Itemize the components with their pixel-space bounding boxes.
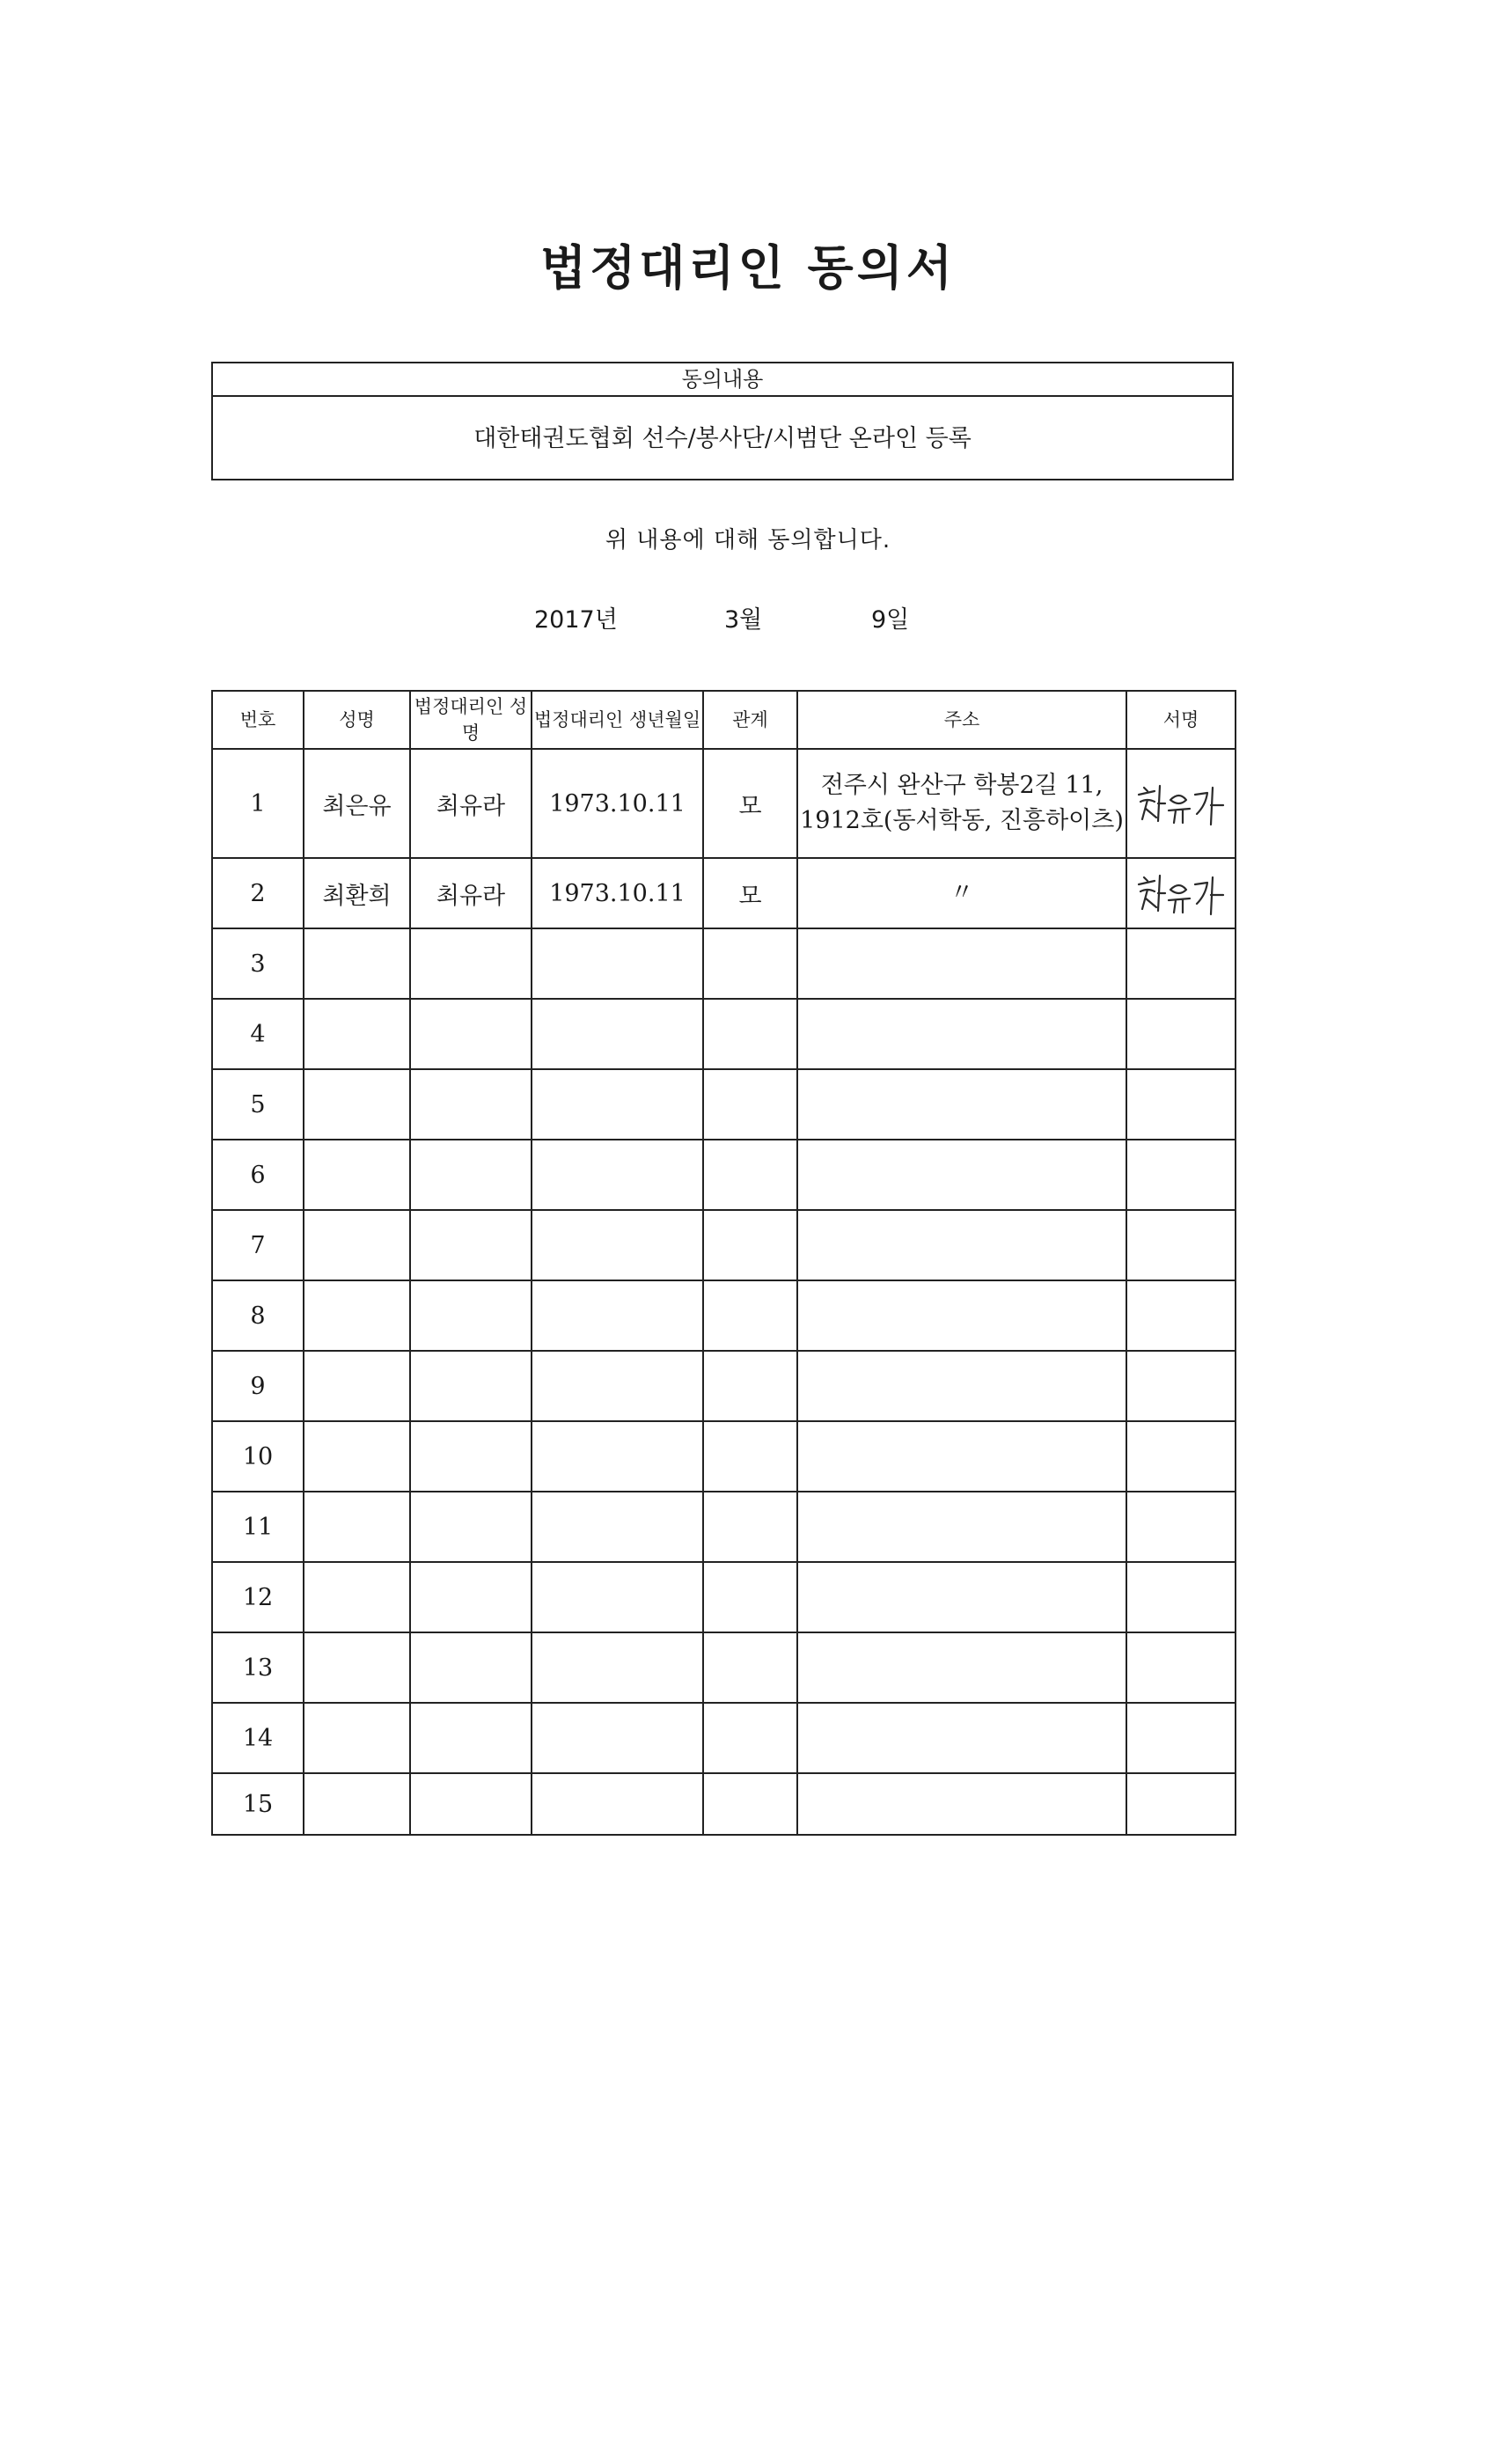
- cell-guardian-birth: [532, 1562, 703, 1632]
- cell-name: [304, 1351, 410, 1421]
- cell-name: [304, 1632, 410, 1703]
- cell-name: [304, 1069, 410, 1140]
- cell-relation: [703, 1421, 797, 1492]
- cell-guardian-name: [410, 1140, 532, 1210]
- cell-name: [304, 1140, 410, 1210]
- cell-guardian-name: [410, 1632, 532, 1703]
- page-title: 법정대리인 동의서: [539, 240, 957, 296]
- cell-signature: [1126, 928, 1236, 999]
- cell-relation: [703, 1140, 797, 1210]
- header-relation: 관계: [703, 691, 797, 749]
- cell-guardian-birth: [532, 1069, 703, 1140]
- table-row: [212, 1703, 1236, 1773]
- header-address: 주소: [797, 691, 1126, 749]
- table-row: [212, 1069, 1236, 1140]
- cell-signature: [1126, 1562, 1236, 1632]
- cell-signature: [1126, 1773, 1236, 1835]
- cell-signature: [1126, 1351, 1236, 1421]
- header-name: 성명: [304, 691, 410, 749]
- cell-relation: [703, 1210, 797, 1280]
- cell-guardian-name: [410, 1280, 532, 1351]
- cell-number: 5: [212, 1069, 304, 1140]
- cell-guardian-name: [410, 1351, 532, 1421]
- cell-number: 6: [212, 1140, 304, 1210]
- cell-number: 2: [212, 858, 304, 928]
- cell-relation: [703, 1773, 797, 1835]
- cell-signature: [1126, 1703, 1236, 1773]
- cell-guardian-birth: [532, 1632, 703, 1703]
- cell-signature: [1126, 1632, 1236, 1703]
- cell-number: 13: [212, 1632, 304, 1703]
- cell-relation: [703, 1492, 797, 1562]
- cell-relation: 모: [703, 858, 797, 928]
- cell-address: [797, 1280, 1126, 1351]
- table-row: [212, 749, 1236, 858]
- cell-relation: [703, 1069, 797, 1140]
- cell-number: 12: [212, 1562, 304, 1632]
- cell-signature: [1126, 1210, 1236, 1280]
- cell-address: [797, 1140, 1126, 1210]
- cell-guardian-birth: [532, 1280, 703, 1351]
- date-year: 2017년: [534, 606, 618, 634]
- cell-name: [304, 1703, 410, 1773]
- cell-address: [797, 1421, 1126, 1492]
- cell-name: [304, 1210, 410, 1280]
- cell-address: [797, 1492, 1126, 1562]
- cell-guardian-name: [410, 1562, 532, 1632]
- handwritten-signature: [1132, 775, 1230, 832]
- cell-number: 1: [212, 749, 304, 858]
- table-row: [212, 1421, 1236, 1492]
- cell-address: [797, 1069, 1126, 1140]
- table-row: [212, 858, 1236, 928]
- cell-relation: [703, 1351, 797, 1421]
- cell-signature: [1126, 1421, 1236, 1492]
- header-signature: 서명: [1126, 691, 1236, 749]
- cell-address: 〃: [797, 858, 1126, 928]
- cell-guardian-birth: [532, 999, 703, 1069]
- cell-name: 최환희: [304, 858, 410, 928]
- consent-heading: 동의내용: [213, 363, 1232, 397]
- table-row: [212, 999, 1236, 1069]
- cell-address: [797, 1351, 1126, 1421]
- cell-name: [304, 1421, 410, 1492]
- cell-name: [304, 999, 410, 1069]
- cell-address: [797, 1562, 1126, 1632]
- cell-signature: [1126, 1280, 1236, 1351]
- cell-guardian-name: 최유라: [410, 858, 532, 928]
- cell-name: [304, 1492, 410, 1562]
- guardian-table: [211, 690, 1236, 1836]
- cell-number: 3: [212, 928, 304, 999]
- cell-signature: [1126, 1140, 1236, 1210]
- cell-number: 4: [212, 999, 304, 1069]
- cell-address: [797, 1632, 1126, 1703]
- cell-address: [797, 1703, 1126, 1773]
- cell-guardian-birth: 1973.10.11: [532, 749, 703, 858]
- cell-number: 7: [212, 1210, 304, 1280]
- cell-relation: [703, 1280, 797, 1351]
- agreement-statement: 위 내용에 대해 동의합니다.: [605, 527, 891, 554]
- cell-guardian-birth: [532, 1703, 703, 1773]
- cell-guardian-birth: [532, 1140, 703, 1210]
- handwritten-signature: [1132, 865, 1230, 921]
- cell-guardian-name: [410, 1492, 532, 1562]
- cell-guardian-name: [410, 1421, 532, 1492]
- table-header-row: [212, 691, 1236, 749]
- cell-guardian-name: [410, 1210, 532, 1280]
- cell-guardian-name: [410, 1703, 532, 1773]
- cell-relation: 모: [703, 749, 797, 858]
- cell-guardian-name: [410, 1069, 532, 1140]
- table-row: [212, 1280, 1236, 1351]
- header-guardian-birth: 법정대리인 생년월일: [532, 691, 703, 749]
- cell-guardian-name: [410, 928, 532, 999]
- cell-address: [797, 928, 1126, 999]
- cell-address: [797, 1210, 1126, 1280]
- cell-number: 14: [212, 1703, 304, 1773]
- header-number: 번호: [212, 691, 304, 749]
- table-row: [212, 1632, 1236, 1703]
- consent-box: [211, 362, 1234, 480]
- cell-guardian-name: [410, 1773, 532, 1835]
- cell-signature: [1126, 858, 1236, 928]
- cell-name: 최은유: [304, 749, 410, 858]
- cell-relation: [703, 928, 797, 999]
- table-row: [212, 1140, 1236, 1210]
- table-row: [212, 928, 1236, 999]
- cell-relation: [703, 1632, 797, 1703]
- cell-name: [304, 1280, 410, 1351]
- cell-guardian-birth: [532, 1773, 703, 1835]
- cell-relation: [703, 1562, 797, 1632]
- cell-address: 전주시 완산구 학봉2길 11, 1912호(동서학동, 진흥하이츠): [797, 749, 1126, 858]
- cell-guardian-name: [410, 999, 532, 1069]
- cell-signature: [1126, 1492, 1236, 1562]
- consent-content: 대한태권도협회 선수/봉사단/시범단 온라인 등록: [473, 425, 972, 452]
- cell-signature: [1126, 1069, 1236, 1140]
- cell-guardian-birth: [532, 1210, 703, 1280]
- cell-name: [304, 1562, 410, 1632]
- date-month: 3월: [724, 606, 763, 634]
- table-row: [212, 1210, 1236, 1280]
- cell-guardian-birth: [532, 1492, 703, 1562]
- cell-signature: [1126, 999, 1236, 1069]
- cell-number: 8: [212, 1280, 304, 1351]
- table-row: [212, 1773, 1236, 1835]
- cell-relation: [703, 999, 797, 1069]
- cell-guardian-name: 최유라: [410, 749, 532, 858]
- cell-relation: [703, 1703, 797, 1773]
- cell-number: 10: [212, 1421, 304, 1492]
- cell-guardian-birth: [532, 928, 703, 999]
- cell-address: [797, 999, 1126, 1069]
- cell-guardian-birth: [532, 1351, 703, 1421]
- cell-number: 15: [212, 1773, 304, 1835]
- cell-guardian-birth: [532, 1421, 703, 1492]
- cell-number: 11: [212, 1492, 304, 1562]
- cell-signature: [1126, 749, 1236, 858]
- cell-address: [797, 1773, 1126, 1835]
- table-row: [212, 1351, 1236, 1421]
- header-guardian-name: 법정대리인 성명: [410, 691, 532, 749]
- table-row: [212, 1562, 1236, 1632]
- cell-name: [304, 928, 410, 999]
- date-day: 9일: [871, 606, 910, 634]
- cell-guardian-birth: 1973.10.11: [532, 858, 703, 928]
- cell-number: 9: [212, 1351, 304, 1421]
- cell-name: [304, 1773, 410, 1835]
- table-row: [212, 1492, 1236, 1562]
